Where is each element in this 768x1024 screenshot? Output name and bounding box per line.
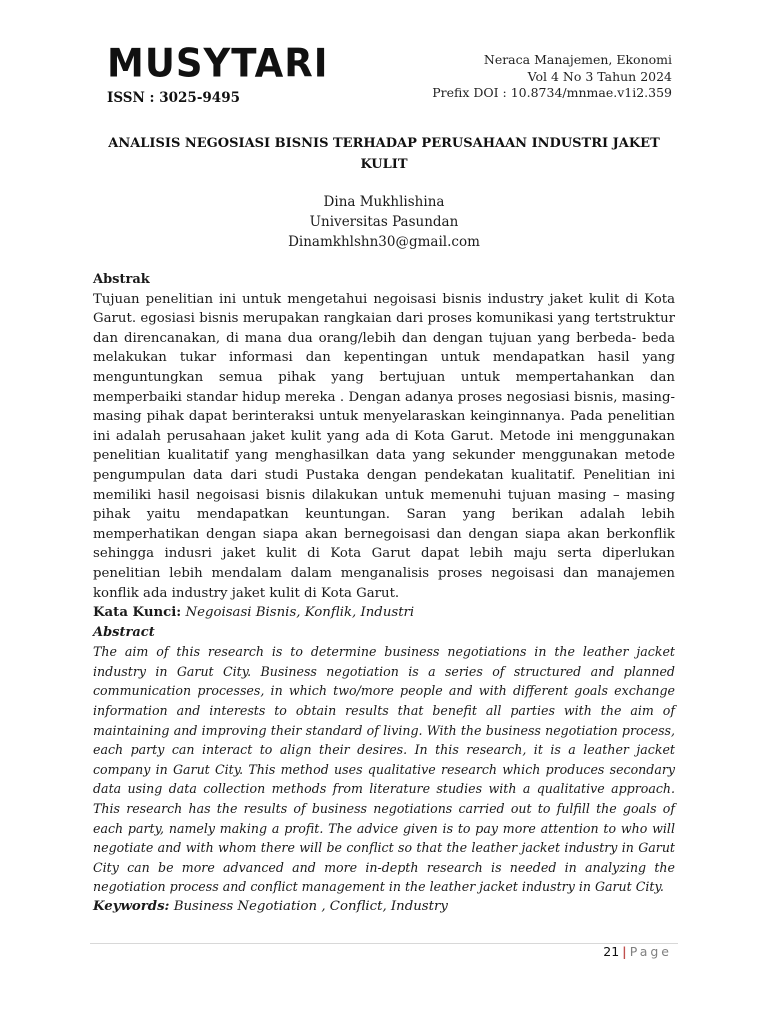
paper-title [90, 133, 678, 175]
abstract-heading: Abstract [93, 624, 155, 640]
keywords-label: Keywords: [93, 899, 170, 914]
abstrak-heading: Abstrak [93, 272, 150, 287]
author-affiliation: Universitas Pasundan [309, 214, 459, 230]
author-email: Dinamkhlshn30@gmail.com [288, 234, 480, 250]
journal-volume: Vol 4 No 3 Tahun 2024 [527, 68, 672, 84]
journal-doi: Prefix DOI : 10.8734/mnmae.v1i2.359 [432, 85, 672, 100]
author-block [90, 192, 678, 252]
paper-title-line-1: ANALISIS NEGOSIASI BISNIS TERHADAP PERUSAHAAN INDUSTRI JAKET [108, 136, 660, 151]
abstrak-text: Tujuan penelitian ini untuk mengetahui negoisasi bisnis industry jaket kulit di Kota Garut. egosiasi bisnis merupakan rangkaian dari proses komunikasi yang tertstruktur dan direncanakan, di mana dua orang/lebih dan dengan tujuan yang berbeda- beda melakukan tukar informasi dan kepentingan untuk mendapatkan hasil yang menguntungkan semua pihak yang bertujuan untuk mempertahankan dan memperbaiki standar hidup mereka . Dengan adanya proses negosiasi bisnis, masing-masing pihak dapat berinteraksi untuk menyelaraskan keinginnanya. Pada penelitian ini adalah perusahaan jaket kulit yang ada di Kota Garut. Metode ini menggunakan penelitian kualitatif yang menghasilkan data yang sekunder menggunakan metode pengumpulan data dari studi Pustaka dengan pendekatan kualitatif. Penelitian ini memiliki hasil negoisasi bisnis dilakukan untuk memenuhi tujuan masing – masing pihak yaitu mendapatkan keuntungan. Saran yang berikan adalah lebih memperhatikan dengan siapa akan bernegoisasi dan dengan siapa akan berkonflik sehingga indusri jaket kulit di Kota Garut dapat lebih maju serta diperlukan penelitian lebih mendalam dalam menganalisis proses negoisasi dan manajemen konflik ada industry jaket kulit di Kota Garut. [93, 291, 675, 601]
kata-kunci-line [93, 603, 675, 623]
kata-kunci-values: Negoisasi Bisnis, Konflik, Industri [181, 605, 415, 621]
page-number: 21 [603, 944, 620, 959]
journal-logo: MUSYTARI [107, 40, 329, 86]
page-label: Page [629, 944, 672, 959]
journal-info [432, 52, 672, 102]
abstract-section [93, 270, 675, 917]
paper-title-line-2: KULIT [360, 157, 408, 172]
keywords-values: Business Negotiation , Conflict, Industry [169, 899, 448, 914]
journal-name: Neraca Manajemen, Ekonomi [483, 52, 672, 67]
keywords-line [93, 897, 675, 917]
issn-number: ISSN : 3025-9495 [107, 90, 240, 106]
author-name: Dina Mukhlishina [323, 194, 445, 210]
footer-divider [90, 943, 678, 944]
page-separator: | [622, 944, 627, 959]
kata-kunci-label: Kata Kunci: [93, 605, 182, 621]
abstract-text: The aim of this research is to determine business negotiations in the leather jacket industry in Garut City. Business negotiation is a series of structured and planned communication processes, in which two/more people and with different goals exchange information and interests to obtain results that benefit all parties with the aim of maintaining and improving their standard of living. With the business negotiation process, each party can interact to align their desires. In this research, it is a leather jacket company in Garut City. This method uses qualitative research which produces secondary data using data collection methods from literature studies with a qualitative approach. This research has the results of business negotiations carried out to fulfill the goals of each party, namely making a profit. The advice given is to pay more attention to who will negotiate and with whom there will be conflict so that the leather jacket industry in Garut City can be more advanced and more in-depth research is needed in analyzing the negotiation process and conflict management in the leather jacket industry in Garut City. [93, 644, 675, 895]
page-footer [603, 944, 672, 959]
